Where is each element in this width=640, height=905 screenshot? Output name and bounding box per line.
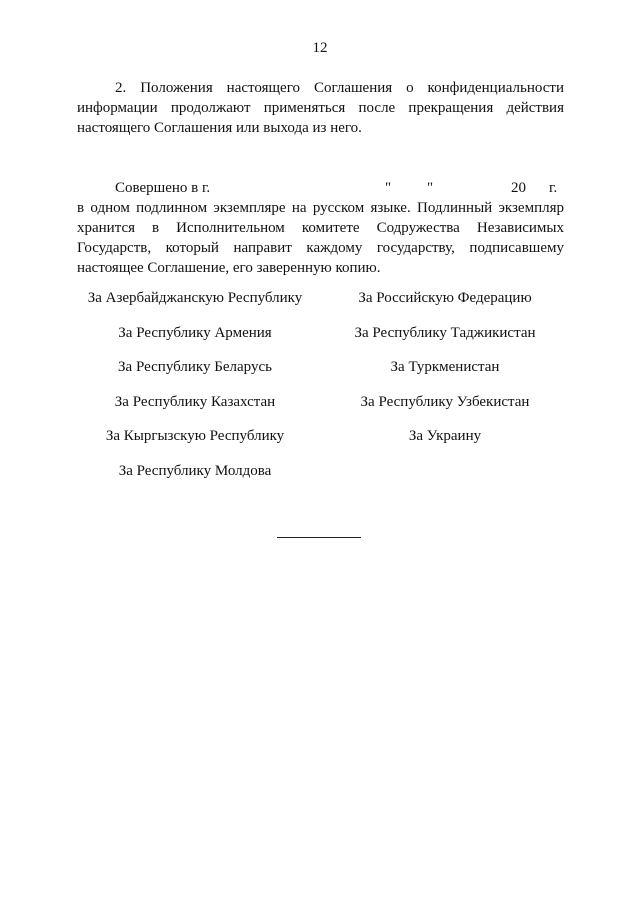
signature-tajikistan: За Республику Таджикистан: [354, 325, 536, 341]
concluded-first-line: [77, 178, 564, 198]
paragraph-concluded: [77, 178, 564, 278]
paragraph-line: 2. Положения настоящего Соглашения о конфиденциальности: [115, 80, 564, 96]
signature-kazakhstan: За Республику Казахстан: [114, 394, 276, 410]
signature-kyrgyzstan: За Кыргызскую Республику: [105, 428, 285, 444]
date-open-quote: ": [385, 180, 392, 196]
year-prefix: 20: [511, 180, 526, 196]
signature-russia: За Российскую Федерацию: [358, 290, 532, 306]
signature-uzbekistan: За Республику Узбекистан: [360, 394, 530, 410]
paragraph-line: настоящего Соглашения или выхода из него.: [77, 120, 362, 136]
paragraph-line: информации продолжают применяться после прекращения действия: [77, 100, 564, 116]
page-number: 12: [312, 40, 328, 56]
year-suffix: г.: [549, 180, 558, 196]
paragraph-line: хранится в Исполнительном комитете Содружества Независимых: [77, 220, 564, 236]
signature-ukraine: За Украину: [408, 428, 482, 444]
signature-azerbaijan: За Азербайджанскую Республику: [87, 290, 303, 306]
signature-moldova: За Республику Молдова: [118, 463, 272, 479]
signature-belarus: За Республику Беларусь: [118, 359, 272, 375]
document-end-rule: [277, 537, 361, 538]
paragraph-line: Государств, который направит каждому государству, подписавшему: [77, 240, 564, 256]
paragraph-confidentiality: [77, 78, 564, 138]
paragraph-line: в одном подлинном экземпляре на русском языке. Подлинный экземпляр: [77, 200, 564, 216]
paragraph-line: настоящее Соглашение, его заверенную копию.: [77, 260, 381, 276]
concluded-place-label: Совершено в г.: [115, 180, 211, 196]
date-close-quote: ": [427, 180, 434, 196]
signature-armenia: За Республику Армения: [118, 325, 272, 341]
signature-turkmenistan: За Туркменистан: [390, 359, 500, 375]
